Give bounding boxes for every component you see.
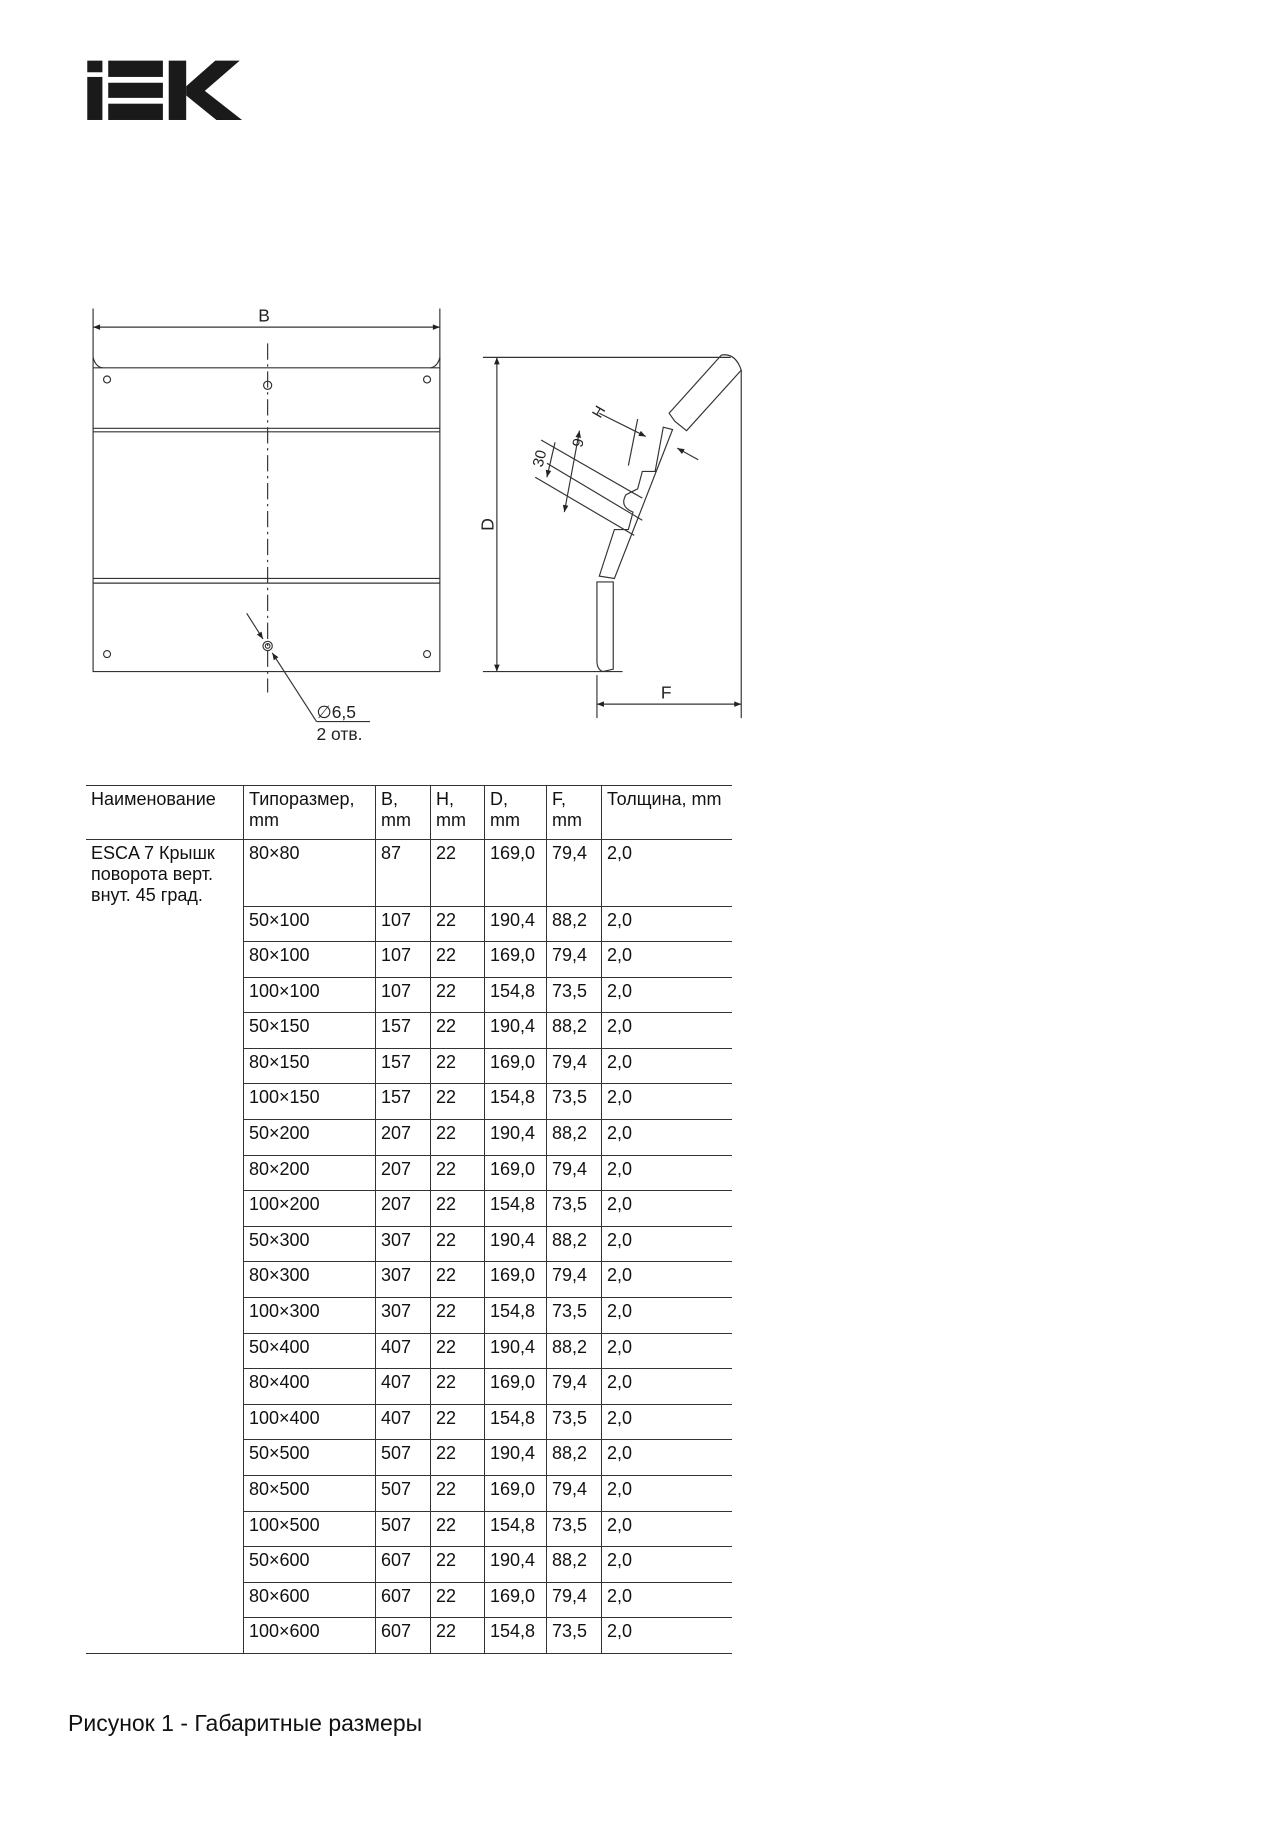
cell-d: 169,0 [485, 840, 547, 907]
cell-b: 157 [376, 1084, 431, 1120]
cell-h: 22 [431, 1262, 485, 1298]
cell-thickness: 2,0 [602, 1262, 733, 1298]
cell-d: 169,0 [485, 1369, 547, 1405]
cell-d: 169,0 [485, 1582, 547, 1618]
cell-f: 79,4 [547, 840, 602, 907]
cell-b: 507 [376, 1476, 431, 1512]
cell-b: 107 [376, 906, 431, 942]
cell-name [86, 1547, 244, 1583]
cell-thickness: 2,0 [602, 1298, 733, 1334]
cell-size: 50×400 [244, 1333, 376, 1369]
dimensions-table [86, 785, 732, 1654]
table-row [86, 1404, 732, 1440]
cell-name [86, 942, 244, 978]
cell-thickness: 2,0 [602, 1511, 733, 1547]
header-h: H, mm [431, 786, 485, 840]
cell-h: 22 [431, 1120, 485, 1156]
cell-h: 22 [431, 1226, 485, 1262]
cell-thickness: 2,0 [602, 1013, 733, 1049]
table-row [86, 1262, 732, 1298]
front-view [93, 308, 440, 721]
cell-f: 88,2 [547, 1333, 602, 1369]
header-name: Наименование [86, 786, 244, 840]
cell-size: 100×600 [244, 1618, 376, 1654]
cell-name [86, 1120, 244, 1156]
table-row [86, 1191, 732, 1227]
cell-f: 79,4 [547, 1048, 602, 1084]
cell-thickness: 2,0 [602, 1333, 733, 1369]
cell-d: 190,4 [485, 1547, 547, 1583]
cell-b: 507 [376, 1440, 431, 1476]
cell-f: 73,5 [547, 1511, 602, 1547]
cell-size: 80×80 [244, 840, 376, 907]
cell-d: 169,0 [485, 1476, 547, 1512]
cell-h: 22 [431, 1191, 485, 1227]
header-d: D, mm [485, 786, 547, 840]
cell-h: 22 [431, 1333, 485, 1369]
cell-b: 207 [376, 1155, 431, 1191]
cell-h: 22 [431, 1155, 485, 1191]
cell-thickness: 2,0 [602, 1191, 733, 1227]
cell-f: 73,5 [547, 1191, 602, 1227]
cell-f: 88,2 [547, 1440, 602, 1476]
cell-thickness: 2,0 [602, 1084, 733, 1120]
cell-size: 100×400 [244, 1404, 376, 1440]
dim-label-h: H [589, 403, 610, 422]
dim-label-9: 9 [569, 436, 588, 450]
cell-size: 50×300 [244, 1226, 376, 1262]
cell-thickness: 2,0 [602, 942, 733, 978]
cell-b: 307 [376, 1262, 431, 1298]
cell-name [86, 1333, 244, 1369]
cell-h: 22 [431, 840, 485, 907]
cell-b: 207 [376, 1191, 431, 1227]
cell-name [86, 906, 244, 942]
table-row [86, 1298, 732, 1334]
cell-size: 100×500 [244, 1511, 376, 1547]
cell-b: 507 [376, 1511, 431, 1547]
cell-h: 22 [431, 1369, 485, 1405]
table-row [86, 1333, 732, 1369]
cell-d: 154,8 [485, 977, 547, 1013]
table-header-row [86, 786, 732, 840]
cell-size: 80×300 [244, 1262, 376, 1298]
header-thickness: Толщина, mm [602, 786, 733, 840]
dim-label-f: F [660, 682, 672, 703]
cell-b: 87 [376, 840, 431, 907]
cell-b: 407 [376, 1404, 431, 1440]
dim-label-b: B [258, 305, 270, 326]
cell-thickness: 2,0 [602, 1120, 733, 1156]
cell-f: 79,4 [547, 1262, 602, 1298]
cell-d: 190,4 [485, 1333, 547, 1369]
cell-d: 154,8 [485, 1191, 547, 1227]
cell-d: 190,4 [485, 1440, 547, 1476]
table-row [86, 1048, 732, 1084]
cell-d: 154,8 [485, 1511, 547, 1547]
cell-f: 88,2 [547, 1226, 602, 1262]
hole-diameter-label: ∅6,5 [316, 702, 356, 723]
cell-h: 22 [431, 1440, 485, 1476]
cell-h: 22 [431, 1547, 485, 1583]
cell-f: 73,5 [547, 1298, 602, 1334]
cell-size: 80×100 [244, 942, 376, 978]
table-row [86, 1369, 732, 1405]
cell-b: 607 [376, 1547, 431, 1583]
cell-h: 22 [431, 1048, 485, 1084]
cell-h: 22 [431, 1013, 485, 1049]
cell-b: 157 [376, 1048, 431, 1084]
cell-d: 190,4 [485, 1226, 547, 1262]
cell-name: ESCA 7 Крышк поворота верт. внут. 45 град. [91, 843, 215, 905]
cell-h: 22 [431, 1476, 485, 1512]
cell-size: 50×600 [244, 1547, 376, 1583]
header-f: F, mm [547, 786, 602, 840]
dim-label-30: 30 [529, 448, 551, 469]
table-row [86, 1511, 732, 1547]
cell-f: 79,4 [547, 1476, 602, 1512]
cell-d: 154,8 [485, 1298, 547, 1334]
cell-size: 80×200 [244, 1155, 376, 1191]
cell-thickness: 2,0 [602, 1404, 733, 1440]
cell-size: 80×500 [244, 1476, 376, 1512]
cell-h: 22 [431, 1618, 485, 1654]
cell-thickness: 2,0 [602, 1547, 733, 1583]
cell-h: 22 [431, 1511, 485, 1547]
cell-name [86, 1404, 244, 1440]
cell-thickness: 2,0 [602, 1618, 733, 1654]
cell-d: 154,8 [485, 1084, 547, 1120]
cell-h: 22 [431, 1084, 485, 1120]
cell-size: 50×200 [244, 1120, 376, 1156]
cell-f: 73,5 [547, 1404, 602, 1440]
table-row [86, 1476, 732, 1512]
cell-size: 100×100 [244, 977, 376, 1013]
cell-name [86, 1440, 244, 1476]
cell-f: 88,2 [547, 1120, 602, 1156]
cell-f: 88,2 [547, 1013, 602, 1049]
cell-name [86, 977, 244, 1013]
cell-size: 50×100 [244, 906, 376, 942]
table-row [86, 1226, 732, 1262]
cell-name [86, 1511, 244, 1547]
cell-d: 169,0 [485, 1048, 547, 1084]
cell-f: 88,2 [547, 1547, 602, 1583]
cell-size: 80×150 [244, 1048, 376, 1084]
figure-caption: Рисунок 1 - Габаритные размеры [68, 1710, 423, 1736]
cell-b: 107 [376, 942, 431, 978]
header-size: Типоразмер, mm [244, 786, 376, 840]
cell-d: 169,0 [485, 1262, 547, 1298]
table-row [86, 1547, 732, 1583]
cell-name [86, 1084, 244, 1120]
cell-d: 169,0 [485, 942, 547, 978]
cell-name [86, 1298, 244, 1334]
cell-b: 307 [376, 1226, 431, 1262]
cell-thickness: 2,0 [602, 1369, 733, 1405]
cell-b: 157 [376, 1013, 431, 1049]
cell-d: 154,8 [485, 1618, 547, 1654]
cell-f: 79,4 [547, 942, 602, 978]
cell-b: 407 [376, 1333, 431, 1369]
cell-h: 22 [431, 1582, 485, 1618]
cell-f: 73,5 [547, 1618, 602, 1654]
cell-f: 73,5 [547, 977, 602, 1013]
cell-name [86, 1013, 244, 1049]
cell-thickness: 2,0 [602, 1155, 733, 1191]
cell-h: 22 [431, 906, 485, 942]
cell-h: 22 [431, 1298, 485, 1334]
cell-thickness: 2,0 [602, 1048, 733, 1084]
cell-size: 100×200 [244, 1191, 376, 1227]
side-view [483, 355, 741, 718]
cell-thickness: 2,0 [602, 1582, 733, 1618]
table-row [86, 1120, 732, 1156]
cell-thickness: 2,0 [602, 906, 733, 942]
cell-f: 88,2 [547, 906, 602, 942]
table-row [86, 1582, 732, 1618]
cell-b: 207 [376, 1120, 431, 1156]
cell-b: 407 [376, 1369, 431, 1405]
cell-thickness: 2,0 [602, 1476, 733, 1512]
cell-name [86, 1191, 244, 1227]
cell-b: 607 [376, 1582, 431, 1618]
cell-thickness: 2,0 [602, 840, 733, 907]
cell-b: 107 [376, 977, 431, 1013]
cell-thickness: 2,0 [602, 1226, 733, 1262]
iek-logo [87, 61, 242, 120]
cell-name [86, 1369, 244, 1405]
table-row [86, 1084, 732, 1120]
cell-name [86, 1262, 244, 1298]
dim-label-d: D [477, 518, 498, 531]
cell-h: 22 [431, 1404, 485, 1440]
cell-name [86, 1048, 244, 1084]
table-row [86, 906, 732, 942]
cell-size: 50×500 [244, 1440, 376, 1476]
cell-d: 169,0 [485, 1155, 547, 1191]
cell-d: 190,4 [485, 1120, 547, 1156]
cell-name [86, 1476, 244, 1512]
hole-count-label: 2 отв. [316, 724, 363, 745]
cell-h: 22 [431, 942, 485, 978]
cell-f: 73,5 [547, 1084, 602, 1120]
cell-f: 79,4 [547, 1582, 602, 1618]
table-row [86, 977, 732, 1013]
cell-size: 80×400 [244, 1369, 376, 1405]
cell-thickness: 2,0 [602, 1440, 733, 1476]
table-row [86, 1440, 732, 1476]
cell-d: 154,8 [485, 1404, 547, 1440]
cell-b: 607 [376, 1618, 431, 1654]
cell-name [86, 1618, 244, 1654]
cell-f: 79,4 [547, 1155, 602, 1191]
cell-name [86, 1582, 244, 1618]
table-row [86, 1618, 732, 1654]
cell-d: 190,4 [485, 906, 547, 942]
cell-b: 307 [376, 1298, 431, 1334]
cell-f: 79,4 [547, 1369, 602, 1405]
cell-size: 50×150 [244, 1013, 376, 1049]
cell-d: 190,4 [485, 1013, 547, 1049]
cell-size: 100×300 [244, 1298, 376, 1334]
header-b: B, mm [376, 786, 431, 840]
cell-h: 22 [431, 977, 485, 1013]
cell-size: 100×150 [244, 1084, 376, 1120]
cell-name [86, 1155, 244, 1191]
cell-name [86, 1226, 244, 1262]
table-row [86, 1013, 732, 1049]
cell-size: 80×600 [244, 1582, 376, 1618]
table-row [86, 942, 732, 978]
cell-thickness: 2,0 [602, 977, 733, 1013]
table-row [86, 1155, 732, 1191]
table-row [86, 840, 732, 907]
